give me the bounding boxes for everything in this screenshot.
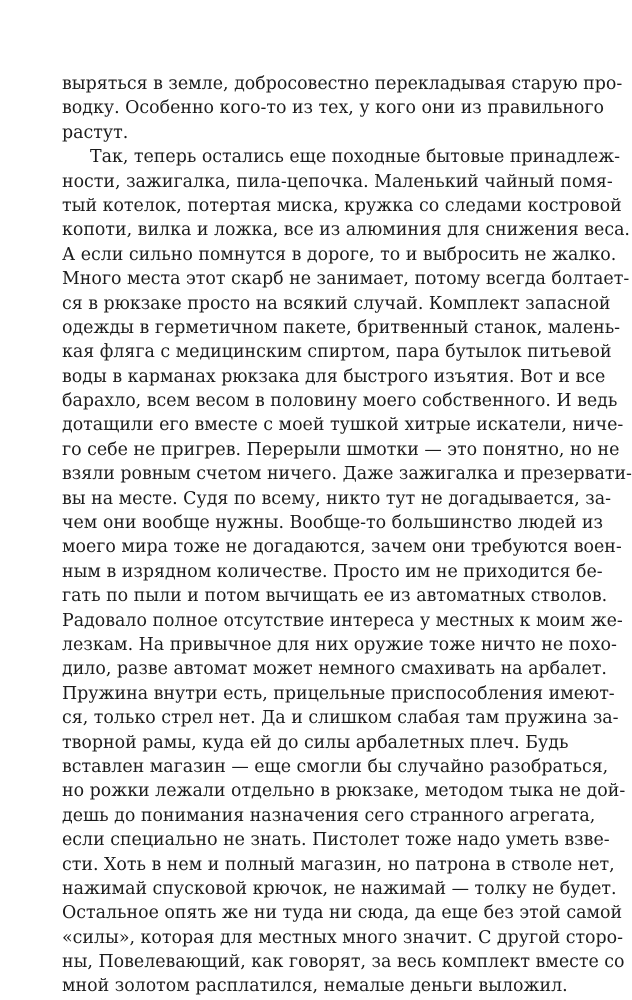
text-line: воды в карманах рюкзака для быстрого изъятия. Вот и все: [62, 366, 606, 387]
text-line: вы на месте. Судя по всему, никто тут не догадывается, за-: [62, 488, 612, 509]
text-line: вставлен магазин — еще смогли бы случайно разобраться,: [62, 756, 609, 777]
text-line: нажимай спусковой крючок, не нажимай — толку не будет.: [62, 878, 617, 899]
text-line: взяли ровным счетом ничего. Даже зажигалка и презервати-: [62, 464, 632, 485]
text-line: водку. Особенно кого-то из тех, у кого они из правильного: [62, 98, 604, 119]
text-line: моего мира тоже не догадаются, зачем они требуются воен-: [62, 537, 622, 558]
text-line: кая фляга с медицинским спиртом, пара бутылок питьевой: [62, 342, 612, 363]
text-line: растут.: [62, 122, 129, 143]
text-line: Так, теперь остались еще походные бытовые принадлеж-: [90, 147, 621, 168]
text-line: Пружина внутри есть, прицельные приспособления имеют-: [62, 683, 615, 704]
text-line: чем они вообще нужны. Вообще-то большинство людей из: [62, 513, 604, 534]
text-line: одежды в герметичном пакете, бритвенный станок, малень-: [62, 317, 621, 338]
document-page: [62, 72, 632, 999]
text-line: дотащили его вместе с моей тушкой хитрые искатели, ниче-: [62, 415, 624, 436]
text-line: гать по пыли и потом вычищать ее из автоматных стволов.: [62, 586, 608, 607]
text-line: творной рамы, куда ей до силы арбалетных плеч. Будь: [62, 732, 569, 753]
text-line: выряться в земле, добросовестно перекладывая старую про-: [62, 74, 623, 94]
text-line: Остальное опять же ни туда ни сюда, да еще без этой самой: [62, 903, 623, 924]
text-line: Радовало полное отсутствие интереса у местных к моим же-: [62, 610, 623, 631]
text-line: тый котелок, потертая миска, кружка со следами костровой: [62, 195, 622, 216]
text-line: но рожки лежали отдельно в рюкзаке, методом тыка не дой-: [62, 781, 626, 802]
text-line: ности, зажигалка, пила-цепочка. Маленький чайный помя-: [62, 171, 613, 192]
text-line: если специально не знать. Пистолет тоже надо уметь взве-: [62, 830, 610, 851]
text-line: дило, разве автомат может немного смахивать на арбалет.: [62, 659, 607, 680]
text-line: ны, Повелевающий, как говорят, за весь комплект вместе со: [62, 952, 625, 973]
text-line: «силы», которая для местных много значит. С другой сторо-: [62, 927, 624, 948]
text-line: мной золотом расплатился, немалые деньги выложил.: [62, 976, 568, 997]
text-line: го себе не пригрев. Перерыли шмотки — это понятно, но не: [62, 439, 620, 460]
text-line: барахло, всем весом в половину моего собственного. И ведь: [62, 391, 618, 412]
text-line: ным в изрядном количестве. Просто им не приходится бе-: [62, 561, 603, 582]
text-line: копоти, вилка и ложка, все из алюминия для снижения веса.: [62, 220, 630, 241]
text-line: ся в рюкзаке просто на всякий случай. Комплект запасной: [62, 293, 611, 314]
text-line: лезкам. На привычное для них оружие тоже ничто не похо-: [62, 634, 617, 655]
text-line: Много места этот скарб не занимает, потому всегда болтает-: [62, 269, 630, 290]
text-line: ся, только стрел нет. Да и слишком слабая там пружина за-: [62, 708, 619, 729]
text-line: сти. Хоть в нем и полный магазин, но патрона в стволе нет,: [62, 854, 615, 875]
text-line: А если сильно помнутся в дороге, то и выбросить не жалко.: [62, 244, 617, 265]
text-line: дешь до понимания назначения сего странного агрегата,: [62, 805, 596, 826]
